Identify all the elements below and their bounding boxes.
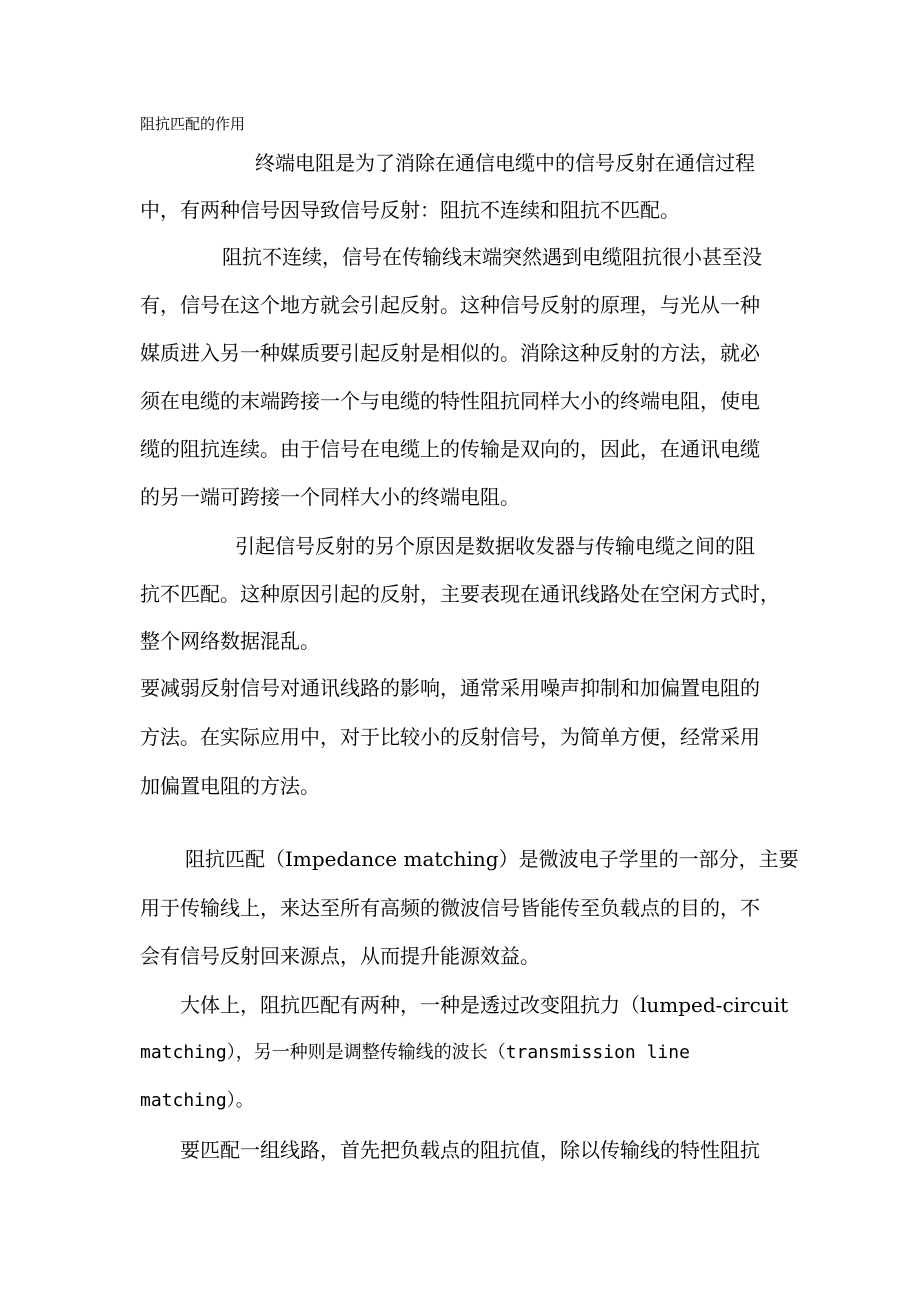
paragraph-2-line-5: 缆的阻抗连续。由于信号在电缆上的传输是双向的，因此，在通讯电缆 <box>140 437 760 461</box>
paragraph-1-line-1: 终端电阻是为了消除在通信电缆中的信号反射在通信过程 <box>255 151 755 175</box>
paragraph-3-line-1: 引起信号反射的另个原因是数据收发器与传输电缆之间的阻 <box>235 534 755 558</box>
paragraph-5-line-2: 用于传输线上，来达至所有高频的微波信号皆能传至负载点的目的，不 <box>140 896 760 920</box>
paragraph-6-line-1: 大体上，阻抗匹配有两种，一种是透过改变阻抗力（lumped-circuit <box>180 993 789 1017</box>
paragraph-3-line-3: 整个网络数据混乱。 <box>140 629 320 653</box>
paragraph-2-line-6: 的另一端可跨接一个同样大小的终端电阻。 <box>140 485 520 509</box>
paragraph-3-line-2: 抗不匹配。这种原因引起的反射，主要表现在通讯线路处在空闲方式时， <box>140 582 780 606</box>
paragraph-2-line-4: 须在电缆的末端跨接一个与电缆的特性阻抗同样大小的终端电阻，使电 <box>140 389 760 413</box>
paragraph-4-line-3: 加偏置电阻的方法。 <box>140 774 320 798</box>
paragraph-2-line-3: 媒质进入另一种媒质要引起反射是相似的。消除这种反射的方法，就必 <box>140 341 760 365</box>
paragraph-5-line-1: 阻抗匹配（Impedance matching）是微波电子学里的一部分，主要 <box>185 847 799 871</box>
paragraph-2-line-2: 有，信号在这个地方就会引起反射。这种信号反射的原理，与光从一种 <box>140 293 760 317</box>
paragraph-2-line-1: 阻抗不连续，信号在传输线末端突然遇到电缆阻抗很小甚至没 <box>222 245 762 269</box>
document-title: 阻抗匹配的作用 <box>140 115 246 133</box>
paragraph-1-line-2: 中，有两种信号因导致信号反射：阻抗不连续和阻抗不匹配。 <box>140 198 680 222</box>
paragraph-6-line-3: matching）。 <box>140 1090 254 1111</box>
paragraph-6-line-2: matching），另一种则是调整传输线的波长（transmission line <box>140 1042 690 1063</box>
paragraph-4-line-1: 要减弱反射信号对通讯线路的影响，通常采用噪声抑制和加偏置电阻的 <box>140 676 760 700</box>
paragraph-5-line-3: 会有信号反射回来源点，从而提升能源效益。 <box>140 944 540 968</box>
paragraph-4-line-2: 方法。在实际应用中，对于比较小的反射信号，为简单方便，经常采用 <box>140 725 760 749</box>
paragraph-7-line-1: 要匹配一组线路，首先把负载点的阻抗值，除以传输线的特性阻抗 <box>180 1138 760 1162</box>
